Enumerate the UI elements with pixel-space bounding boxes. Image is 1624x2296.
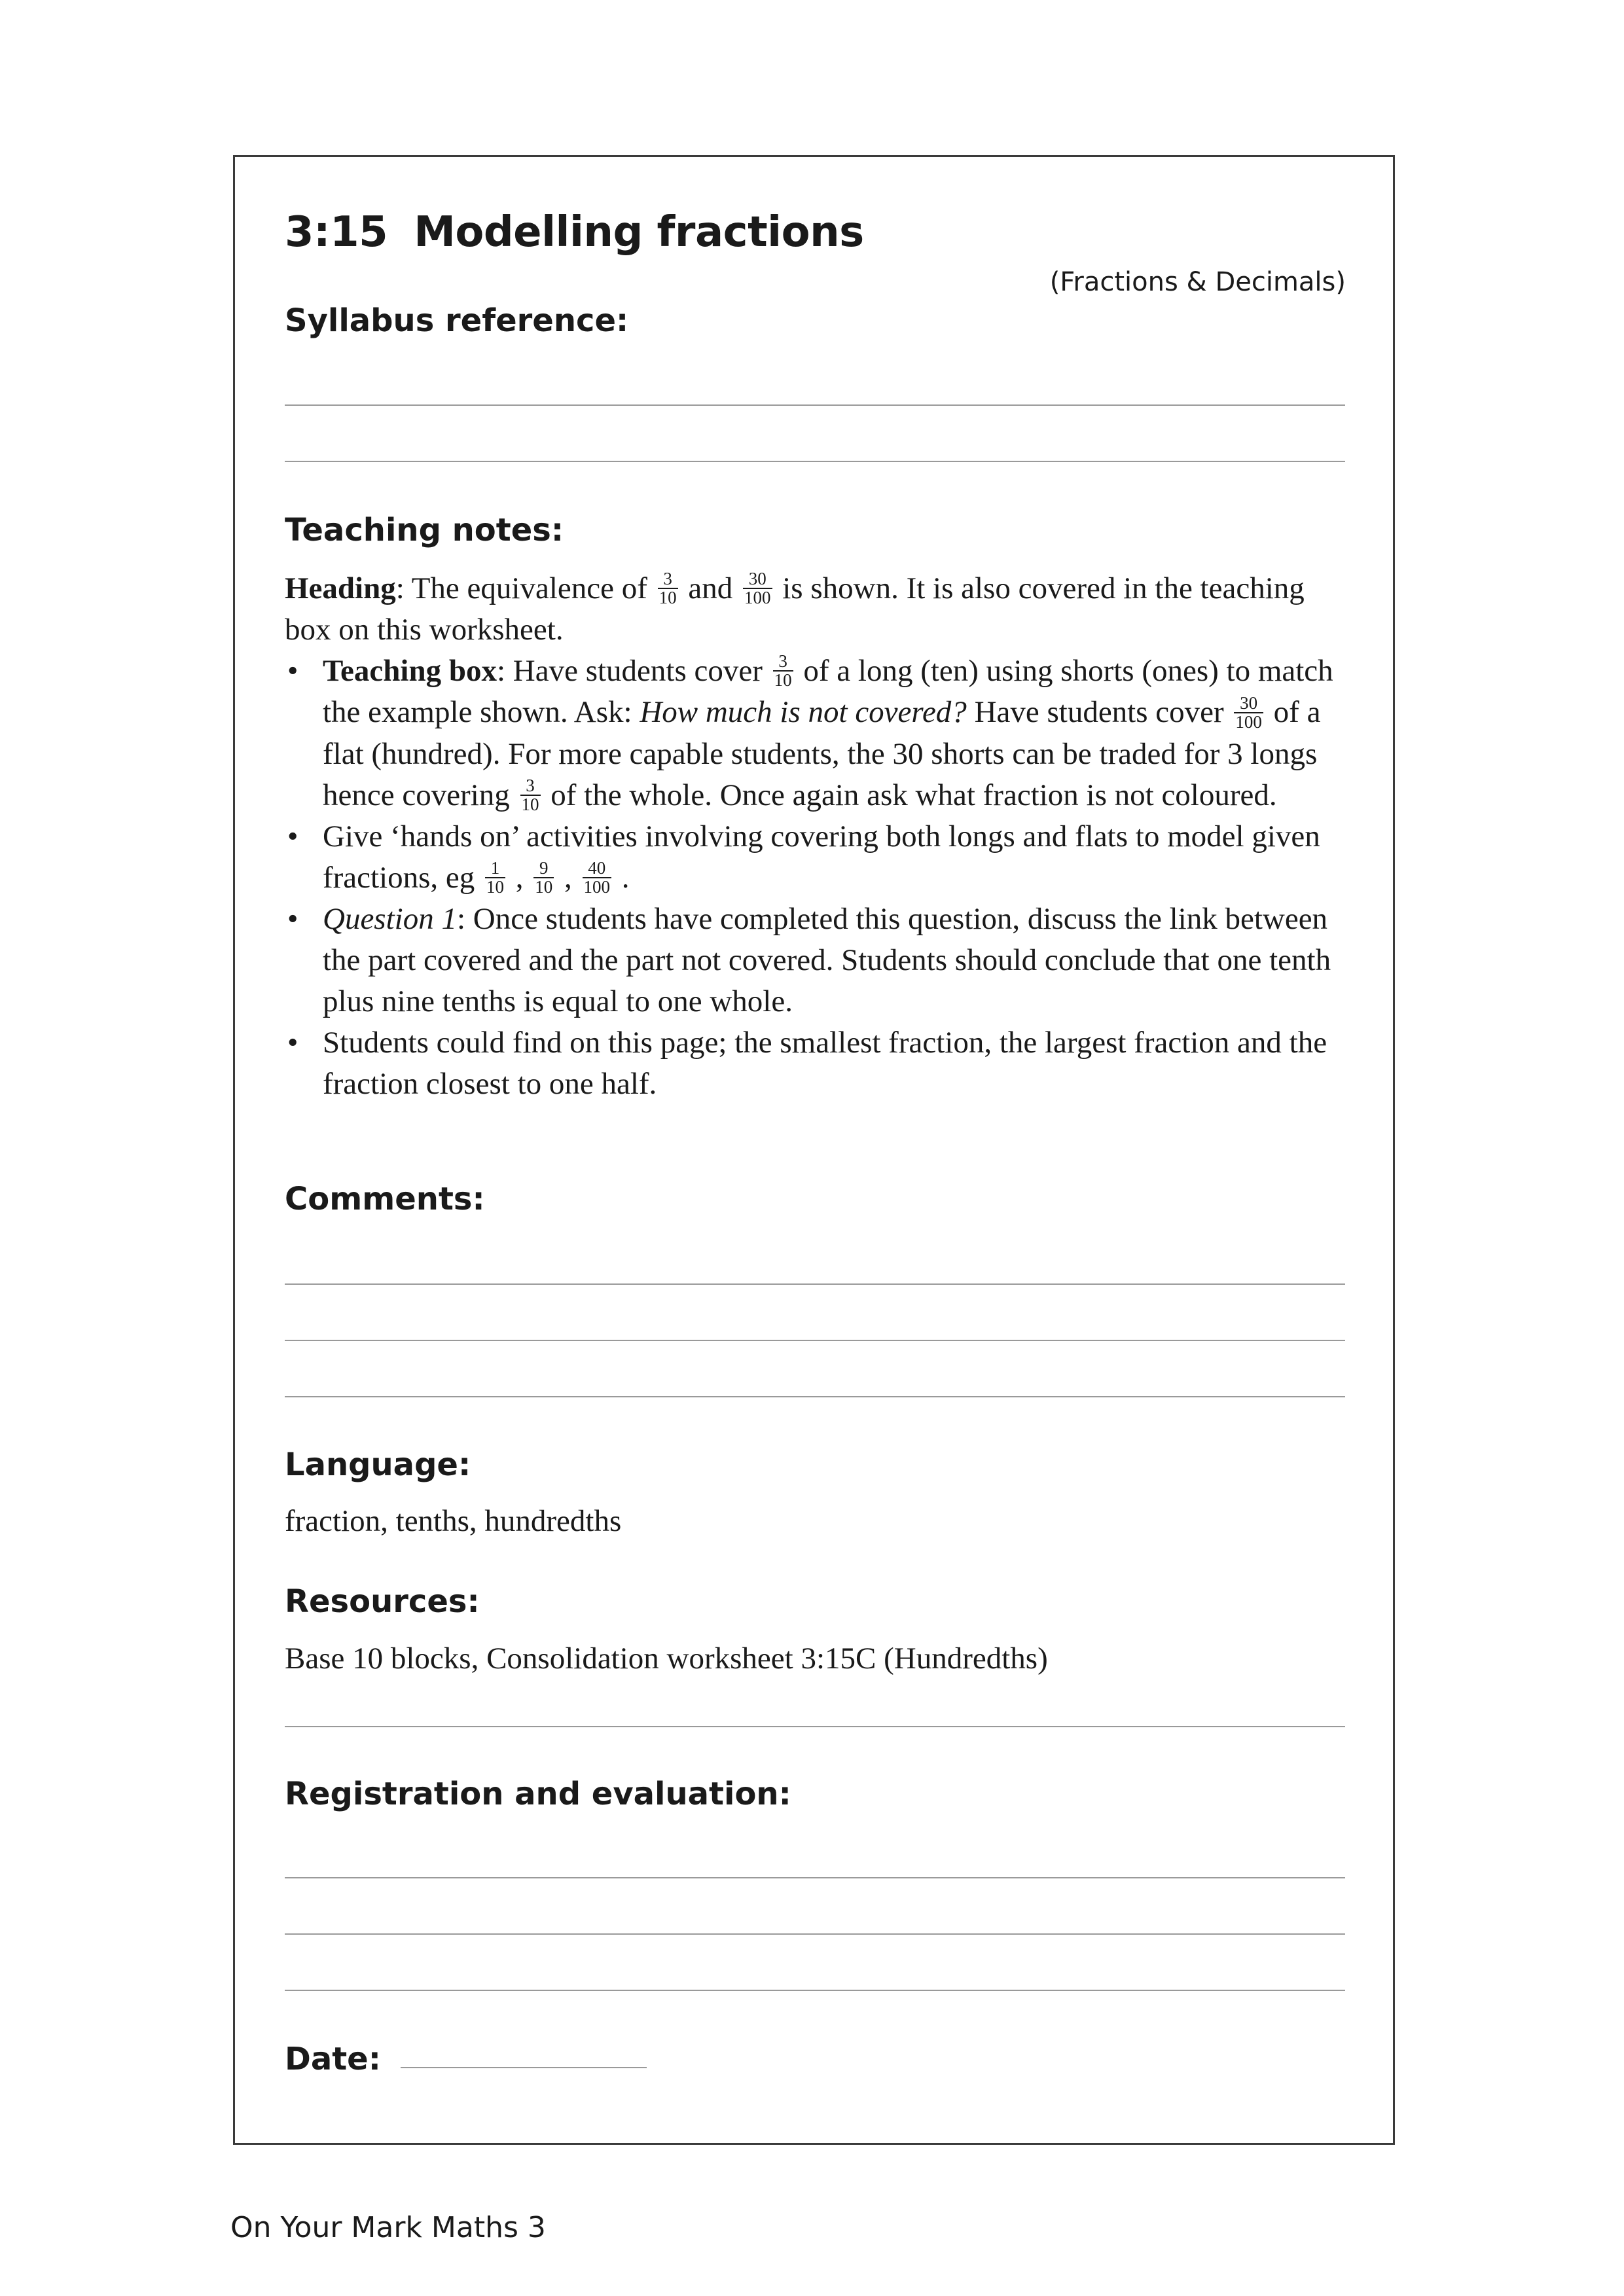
fraction-three-tenths: $\frac{3}{10}$ — [774, 651, 792, 691]
date-heading: Date: — [285, 2041, 381, 2077]
fraction-forty-hundredths: $\frac{40}{100}$ — [583, 858, 611, 897]
comments-heading: Comments: — [285, 1181, 485, 1217]
title-text: Modelling fractions — [414, 208, 864, 257]
resources-line[interactable] — [285, 1726, 1345, 1727]
comments-line-3[interactable] — [285, 1396, 1345, 1397]
fraction-thirty-hundredths: $\frac{30}{100}$ — [1235, 692, 1262, 732]
page-frame — [233, 155, 1395, 2145]
registration-line-2[interactable] — [285, 1933, 1345, 1935]
comments-line-1[interactable] — [285, 1283, 1345, 1285]
registration-line-1[interactable] — [285, 1877, 1345, 1878]
list-item: • Give ‘hands on’ activities involving covering both longs and flats to model given fractions, eg $\frac{1}{10}$ , $\frac{9}{10}$ , $\frac{40}{100}$ . — [285, 816, 1352, 899]
date-line[interactable] — [401, 2067, 647, 2068]
registration-line-3[interactable] — [285, 1990, 1345, 1991]
language-heading: Language: — [285, 1446, 471, 1483]
title-number: 3:15 — [285, 208, 388, 257]
fraction-three-tenths: $\frac{3}{10}$ — [521, 775, 539, 814]
fraction-nine-tenths: $\frac{9}{10}$ — [535, 858, 553, 897]
fraction-one-tenth: $\frac{1}{10}$ — [486, 858, 505, 897]
list-item: • Teaching box: Have students cover $\frac{3}{10}$ of a long (ten) using shorts (ones) to match the example shown. Ask: How much is not covered? Have students cover $\frac{30}{100}$ of a flat (hundred). For more capable students, the 30 shorts can be traded for 3 longs hence covering $\frac{3}{10}$ of the whole. Once again ask what fraction is not coloured. — [285, 651, 1352, 816]
footer-text: On Your Mark Maths 3 — [230, 2211, 546, 2244]
resources-heading: Resources: — [285, 1583, 480, 1620]
list-item: • Students could find on this page; the smallest fraction, the largest fraction and the fraction closest to one half. — [285, 1022, 1352, 1105]
syllabus-line-1[interactable] — [285, 404, 1345, 406]
comments-line-2[interactable] — [285, 1340, 1345, 1341]
topic-label: (Fractions & Decimals) — [1049, 267, 1346, 297]
teaching-notes-heading: Teaching notes: — [285, 512, 564, 548]
syllabus-line-2[interactable] — [285, 461, 1345, 462]
resources-text: Base 10 blocks, Consolidation worksheet 3:15C (Hundredths) — [285, 1641, 1048, 1676]
registration-heading: Registration and evaluation: — [285, 1776, 791, 1812]
fraction-thirty-hundredths: $\frac{30}{100}$ — [744, 569, 771, 608]
page-title — [285, 208, 864, 257]
heading-note: Heading: The equivalence of $\frac{3}{10}$ and $\frac{30}{100}$ is shown. It is also covered in the teaching box on this worksheet. — [285, 569, 1305, 647]
fraction-three-tenths: $\frac{3}{10}$ — [659, 569, 677, 608]
list-item: • Question 1: Once students have completed this question, discuss the link between the part covered and the part not covered. Students should conclude that one tenth plus nine tenths is equal to one whole. — [285, 899, 1352, 1022]
teaching-notes-body — [285, 568, 1352, 1105]
teaching-notes-list — [285, 651, 1352, 1105]
language-text: fraction, tenths, hundredths — [285, 1504, 622, 1538]
syllabus-heading: Syllabus reference: — [285, 302, 629, 339]
